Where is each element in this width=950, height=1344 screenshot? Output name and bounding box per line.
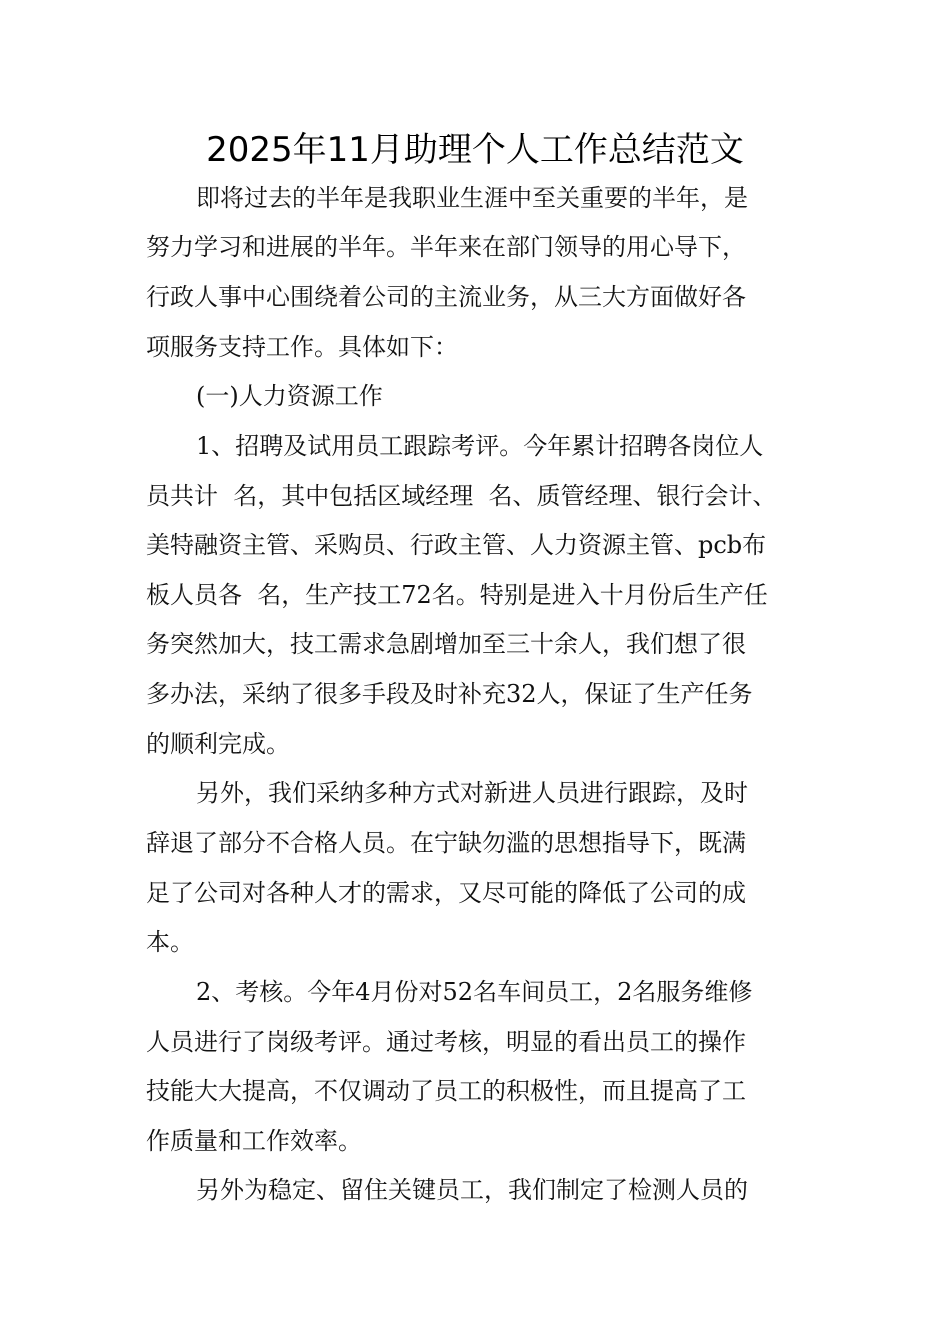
paragraph-line: 板人员各 名，生产技工72名。特别是进入十月份后生产任 — [146, 581, 768, 609]
document-title: 2025年11月助理个人工作总结范文 — [206, 130, 744, 170]
paragraph-line: 美特融资主管、采购员、行政主管、人力资源主管、pcb布 — [146, 531, 767, 559]
paragraph-line: 务突然加大，技工需求急剧增加至三十余人，我们想了很 — [146, 630, 746, 658]
paragraph-line: 2、考核。今年4月份对52名车间员工，2名服务维修 — [196, 978, 753, 1006]
paragraph-line: 多办法，采纳了很多手段及时补充32人，保证了生产任务 — [146, 680, 753, 708]
paragraph-line: 即将过去的半年是我职业生涯中至关重要的半年，是 — [196, 184, 748, 212]
paragraph-line: 的顺利完成。 — [146, 730, 290, 758]
paragraph-line: 行政人事中心围绕着公司的主流业务，从三大方面做好各 — [146, 283, 746, 311]
paragraph-line: 员共计 名，其中包括区域经理 名、质管经理、银行会计、 — [146, 482, 777, 510]
paragraph-line: 技能大大提高，不仅调动了员工的积极性，而且提高了工 — [146, 1077, 746, 1105]
paragraph-line: 本。 — [146, 928, 194, 956]
paragraph-line: 项服务支持工作。具体如下： — [146, 333, 458, 361]
section-heading: (一)人力资源工作 — [196, 382, 383, 410]
paragraph-line: 人员进行了岗级考评。通过考核，明显的看出员工的操作 — [146, 1028, 746, 1056]
paragraph-line: 足了公司对各种人才的需求，又尽可能的降低了公司的成 — [146, 879, 746, 907]
paragraph-line: 作质量和工作效率。 — [146, 1127, 362, 1155]
paragraph-line: 另外，我们采纳多种方式对新进人员进行跟踪，及时 — [196, 779, 748, 807]
paragraph-line: 1、招聘及试用员工跟踪考评。今年累计招聘各岗位人 — [196, 432, 764, 460]
paragraph-line: 辞退了部分不合格人员。在宁缺勿滥的思想指导下，既满 — [146, 829, 746, 857]
paragraph-line: 努力学习和进展的半年。半年来在部门领导的用心导下， — [146, 233, 746, 261]
paragraph-line: 另外为稳定、留住关键员工，我们制定了检测人员的 — [196, 1176, 748, 1204]
